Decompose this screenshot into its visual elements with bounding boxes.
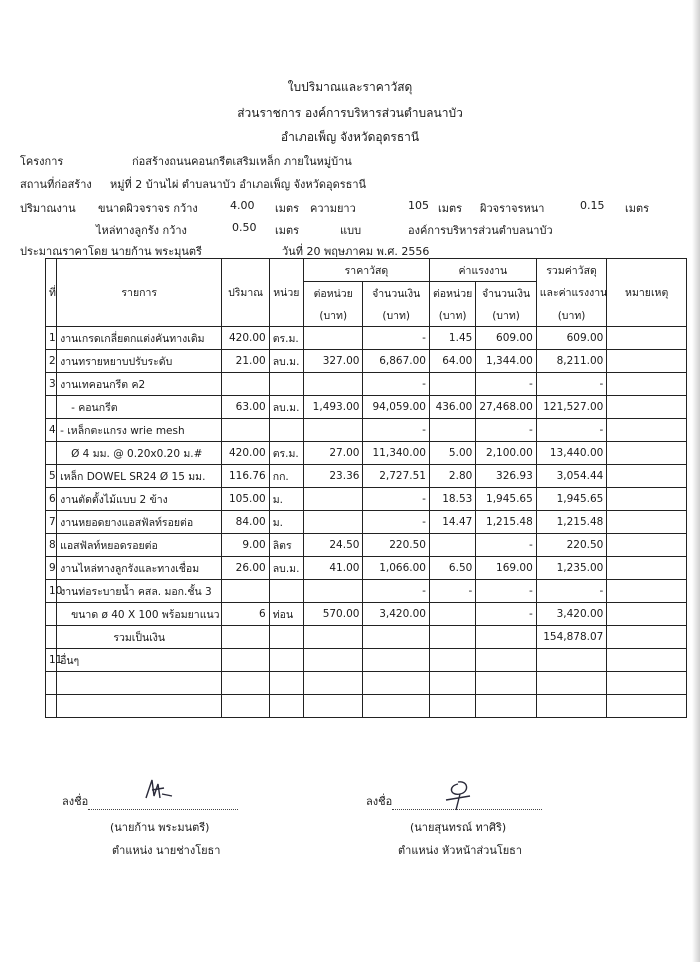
road-width-unit: เมตร: [275, 202, 300, 215]
estimate-date: วันที่ 20 พฤษภาคม พ.ศ. 2556: [282, 245, 430, 258]
other-empty: [269, 649, 303, 672]
quantity-label: ปริมาณงาน: [20, 202, 76, 215]
row-labor-amount: -: [476, 373, 536, 396]
other-row: [46, 649, 687, 672]
row-labor-amount: 27,468.00: [476, 396, 536, 419]
row-material-per-unit: 23.36: [303, 465, 362, 488]
road-length-unit: เมตร: [438, 202, 463, 215]
sum-empty: [269, 626, 303, 649]
row-qty: 116.76: [222, 465, 269, 488]
shoulder-unit: เมตร: [275, 224, 300, 237]
row-labor-per-unit: 64.00: [429, 350, 475, 373]
other-empty: [303, 649, 362, 672]
blank-cell: [57, 672, 222, 695]
row-labor-per-unit: [429, 419, 475, 442]
row-remark: [607, 534, 687, 557]
row-material-per-unit: 327.00: [303, 350, 362, 373]
row-remark: [607, 350, 687, 373]
sum-empty: [222, 626, 269, 649]
sum-row: [46, 626, 687, 649]
row-no: 8: [46, 534, 57, 557]
other-empty: [607, 649, 687, 672]
left-sign-label: ลงชื่อ: [62, 795, 89, 808]
row-unit: ม.: [269, 488, 303, 511]
row-labor-per-unit: [429, 603, 475, 626]
row-item: งานหยอดยางแอสฟัลท์รอยต่อ: [57, 511, 222, 534]
row-material-per-unit: [303, 419, 362, 442]
left-signatory-position: ตำแหน่ง นายช่างโยธา: [112, 844, 221, 857]
row-unit: ลิตร: [269, 534, 303, 557]
row-qty: 84.00: [222, 511, 269, 534]
project-label: โครงการ: [20, 155, 64, 168]
row-labor-per-unit: 2.80: [429, 465, 475, 488]
row-material-amount: -: [363, 419, 430, 442]
row-qty: 63.00: [222, 396, 269, 419]
site-value: หมู่ที่ 2 บ้านไผ่ ตำบลนาบัว อำเภอเพ็ญ จังหวัดอุดรธานี: [110, 178, 367, 191]
header-baht: (บาท): [536, 304, 607, 327]
row-remark: [607, 557, 687, 580]
row-qty: 9.00: [222, 534, 269, 557]
road-length-value: 105: [408, 199, 429, 212]
type-text: แบบ: [340, 224, 362, 237]
sum-empty: [363, 626, 430, 649]
blank-cell: [222, 695, 269, 718]
header-labor-amount: จำนวนเงิน: [476, 282, 536, 305]
blank-cell: [536, 672, 607, 695]
row-labor-per-unit: 18.53: [429, 488, 475, 511]
header-total-line2: และค่าแรงงาน: [536, 282, 607, 305]
blank-cell: [476, 672, 536, 695]
row-qty: 6: [222, 603, 269, 626]
table-row: [46, 442, 687, 465]
row-labor-per-unit: [429, 373, 475, 396]
row-labor-amount: -: [476, 419, 536, 442]
header-material: ราคาวัสดุ: [303, 259, 429, 282]
row-labor-amount: 1,945.65: [476, 488, 536, 511]
row-qty: 21.00: [222, 350, 269, 373]
row-no: 5: [46, 465, 57, 488]
row-qty: 105.00: [222, 488, 269, 511]
header-baht: (บาท): [476, 304, 536, 327]
agency-line: ส่วนราชการ องค์การบริหารส่วนตำบลนาบัว: [237, 106, 463, 120]
row-material-per-unit: [303, 511, 362, 534]
row-total: 1,215.48: [536, 511, 607, 534]
table-row: [46, 396, 687, 419]
row-qty: [222, 419, 269, 442]
row-item: - คอนกรีต: [57, 396, 222, 419]
project-value: ก่อสร้างถนนคอนกรีตเสริมเหล็ก ภายในหมู่บ้าน: [132, 155, 352, 168]
row-item: - เหล็กตะแกรง wrie mesh: [57, 419, 222, 442]
header-item: รายการ: [57, 259, 222, 327]
table-row: [46, 373, 687, 396]
row-total: 121,527.00: [536, 396, 607, 419]
header-qty: ปริมาณ: [222, 259, 269, 327]
blank-row: [46, 695, 687, 718]
row-material-amount: -: [363, 373, 430, 396]
table-row: [46, 580, 687, 603]
row-item: งานไหล่ทางลูกรังและทางเชื่อม: [57, 557, 222, 580]
type-value: องค์การบริหารส่วนตำบลนาบัว: [408, 224, 553, 237]
table-row: [46, 350, 687, 373]
header-total-line1: รวมค่าวัสดุ: [536, 259, 607, 282]
row-material-amount: 2,727.51: [363, 465, 430, 488]
table-row: [46, 603, 687, 626]
road-length-text: ความยาว: [310, 202, 356, 215]
row-no: 3: [46, 373, 57, 396]
row-labor-per-unit: -: [429, 580, 475, 603]
row-unit: ตร.ม.: [269, 442, 303, 465]
sum-label: รวมเป็นเงิน: [57, 626, 222, 649]
blank-cell: [536, 695, 607, 718]
row-material-amount: -: [363, 511, 430, 534]
row-total: 1,235.00: [536, 557, 607, 580]
blank-cell: [269, 695, 303, 718]
row-remark: [607, 327, 687, 350]
blank-cell: [269, 672, 303, 695]
header-labor-per-unit: ต่อหน่วย: [429, 282, 475, 305]
row-labor-per-unit: 14.47: [429, 511, 475, 534]
row-material-amount: 94,059.00: [363, 396, 430, 419]
row-no: 2: [46, 350, 57, 373]
blank-cell: [607, 695, 687, 718]
blank-cell: [429, 672, 475, 695]
row-unit: [269, 373, 303, 396]
row-unit: ลบ.ม.: [269, 557, 303, 580]
other-empty: [429, 649, 475, 672]
road-width-value: 4.00: [230, 199, 255, 212]
row-remark: [607, 396, 687, 419]
header-labor: ค่าแรงงาน: [429, 259, 536, 282]
header-remark: หมายเหตุ: [607, 259, 687, 327]
row-material-per-unit: 570.00: [303, 603, 362, 626]
row-item: เหล็ก DOWEL SR24 Ø 15 มม.: [57, 465, 222, 488]
row-no: [46, 396, 57, 419]
blank-row: [46, 672, 687, 695]
row-material-amount: 6,867.00: [363, 350, 430, 373]
row-qty: [222, 373, 269, 396]
table-row: [46, 557, 687, 580]
other-label: อื่นๆ: [57, 649, 222, 672]
row-total: -: [536, 580, 607, 603]
row-material-per-unit: [303, 488, 362, 511]
row-labor-per-unit: 436.00: [429, 396, 475, 419]
sum-empty: [303, 626, 362, 649]
row-labor-amount: 2,100.00: [476, 442, 536, 465]
row-unit: [269, 580, 303, 603]
row-qty: [222, 580, 269, 603]
row-item: งานเทคอนกรีต ค2: [57, 373, 222, 396]
road-width-text: ขนาดผิวจราจร กว้าง: [98, 202, 198, 215]
road-thickness-value: 0.15: [580, 199, 605, 212]
row-remark: [607, 419, 687, 442]
blank-cell: [429, 695, 475, 718]
header-unit: หน่วย: [269, 259, 303, 327]
row-remark: [607, 603, 687, 626]
shoulder-value: 0.50: [232, 221, 257, 234]
header-no: ที่: [46, 259, 57, 327]
blank-cell: [57, 695, 222, 718]
row-material-amount: -: [363, 327, 430, 350]
row-labor-amount: 1,215.48: [476, 511, 536, 534]
blank-cell: [607, 672, 687, 695]
right-signatory-position: ตำแหน่ง หัวหน้าส่วนโยธา: [398, 844, 523, 857]
row-total: 8,211.00: [536, 350, 607, 373]
table-row: [46, 419, 687, 442]
table-row: [46, 511, 687, 534]
row-total: 609.00: [536, 327, 607, 350]
row-remark: [607, 580, 687, 603]
blank-cell: [46, 672, 57, 695]
blank-cell: [222, 672, 269, 695]
blank-cell: [363, 695, 430, 718]
other-empty: [476, 649, 536, 672]
other-empty: [363, 649, 430, 672]
row-labor-per-unit: [429, 534, 475, 557]
row-total: 3,054.44: [536, 465, 607, 488]
row-unit: กก.: [269, 465, 303, 488]
header-material-per-unit: ต่อหน่วย: [303, 282, 362, 305]
header-material-amount: จำนวนเงิน: [363, 282, 430, 305]
row-unit: [269, 419, 303, 442]
row-remark: [607, 442, 687, 465]
row-item: แอสฟัลท์หยอดรอยต่อ: [57, 534, 222, 557]
site-label: สถานที่ก่อสร้าง: [20, 178, 92, 191]
row-labor-amount: 1,344.00: [476, 350, 536, 373]
row-total: 3,420.00: [536, 603, 607, 626]
sum-empty: [476, 626, 536, 649]
row-material-per-unit: 41.00: [303, 557, 362, 580]
row-qty: 420.00: [222, 442, 269, 465]
row-material-per-unit: [303, 373, 362, 396]
header-baht: (บาท): [303, 304, 362, 327]
road-thickness-text: ผิวจราจรหนา: [480, 202, 545, 215]
row-remark: [607, 465, 687, 488]
row-no: 1: [46, 327, 57, 350]
row-unit: ท่อน: [269, 603, 303, 626]
row-unit: ตร.ม.: [269, 327, 303, 350]
blank-cell: [303, 672, 362, 695]
row-labor-amount: -: [476, 580, 536, 603]
row-remark: [607, 511, 687, 534]
row-material-per-unit: [303, 580, 362, 603]
row-remark: [607, 488, 687, 511]
row-labor-per-unit: 5.00: [429, 442, 475, 465]
right-handwritten-signature: [440, 778, 476, 814]
row-labor-amount: 169.00: [476, 557, 536, 580]
header-baht: (บาท): [363, 304, 430, 327]
row-material-per-unit: 24.50: [303, 534, 362, 557]
other-empty: [536, 649, 607, 672]
row-total: 13,440.00: [536, 442, 607, 465]
bill-of-quantities-table: [45, 258, 687, 718]
table-row: [46, 534, 687, 557]
row-no: 10: [46, 580, 57, 603]
header-baht: (บาท): [429, 304, 475, 327]
table-row: [46, 327, 687, 350]
other-no: 11: [46, 649, 57, 672]
row-total: -: [536, 419, 607, 442]
row-labor-amount: -: [476, 534, 536, 557]
row-total: 1,945.65: [536, 488, 607, 511]
row-item: Ø 4 มม. @ 0.20x0.20 ม.#: [57, 442, 222, 465]
document-title: ใบปริมาณและราคาวัสดุ: [287, 80, 413, 94]
sum-no: [46, 626, 57, 649]
row-item: งานตัดตั้งไม้แบบ 2 ข้าง: [57, 488, 222, 511]
right-sign-label: ลงชื่อ: [366, 795, 393, 808]
row-item: งานเกรดเกลี่ยตกแต่งคันทางเดิม: [57, 327, 222, 350]
shoulder-text: ไหล่ทางลูกรัง กว้าง: [96, 224, 187, 237]
row-item: งานทรายหยาบปรับระดับ: [57, 350, 222, 373]
row-no: [46, 442, 57, 465]
row-qty: 26.00: [222, 557, 269, 580]
district-line: อำเภอเพ็ญ จังหวัดอุดรธานี: [280, 130, 420, 144]
blank-cell: [476, 695, 536, 718]
row-material-amount: 220.50: [363, 534, 430, 557]
row-material-per-unit: [303, 327, 362, 350]
row-no: 7: [46, 511, 57, 534]
row-labor-per-unit: 1.45: [429, 327, 475, 350]
other-empty: [222, 649, 269, 672]
road-thickness-unit: เมตร: [625, 202, 650, 215]
estimated-by: ประมาณราคาโดย นายก้าน พระมุนตรี: [20, 245, 202, 258]
row-unit: ลบ.ม.: [269, 350, 303, 373]
row-no: 4: [46, 419, 57, 442]
row-no: 6: [46, 488, 57, 511]
row-total: 220.50: [536, 534, 607, 557]
row-labor-amount: 609.00: [476, 327, 536, 350]
row-item: งานท่อระบายน้ำ คสล. มอก.ชั้น 3: [57, 580, 222, 603]
sum-empty: [429, 626, 475, 649]
row-item: ขนาด ø 40 X 100 พร้อมยาแนว: [57, 603, 222, 626]
blank-cell: [363, 672, 430, 695]
row-material-amount: -: [363, 488, 430, 511]
row-unit: ม.: [269, 511, 303, 534]
row-qty: 420.00: [222, 327, 269, 350]
row-material-per-unit: 1,493.00: [303, 396, 362, 419]
sum-value: 154,878.07: [536, 626, 607, 649]
table-row: [46, 465, 687, 488]
row-material-amount: 3,420.00: [363, 603, 430, 626]
row-material-per-unit: 27.00: [303, 442, 362, 465]
row-total: -: [536, 373, 607, 396]
row-labor-amount: -: [476, 603, 536, 626]
sum-remark: [607, 626, 687, 649]
table-row: [46, 488, 687, 511]
blank-cell: [46, 695, 57, 718]
row-material-amount: -: [363, 580, 430, 603]
row-labor-per-unit: 6.50: [429, 557, 475, 580]
blank-cell: [303, 695, 362, 718]
row-unit: ลบ.ม.: [269, 396, 303, 419]
row-no: 9: [46, 557, 57, 580]
row-remark: [607, 373, 687, 396]
right-signatory-name: (นายสุนทรณ์ ทาศิริ): [410, 821, 507, 834]
row-material-amount: 11,340.00: [363, 442, 430, 465]
row-labor-amount: 326.93: [476, 465, 536, 488]
row-no: [46, 603, 57, 626]
left-signatory-name: (นายก้าน พระมนตรี): [110, 821, 210, 834]
left-handwritten-signature: [142, 776, 176, 804]
row-material-amount: 1,066.00: [363, 557, 430, 580]
